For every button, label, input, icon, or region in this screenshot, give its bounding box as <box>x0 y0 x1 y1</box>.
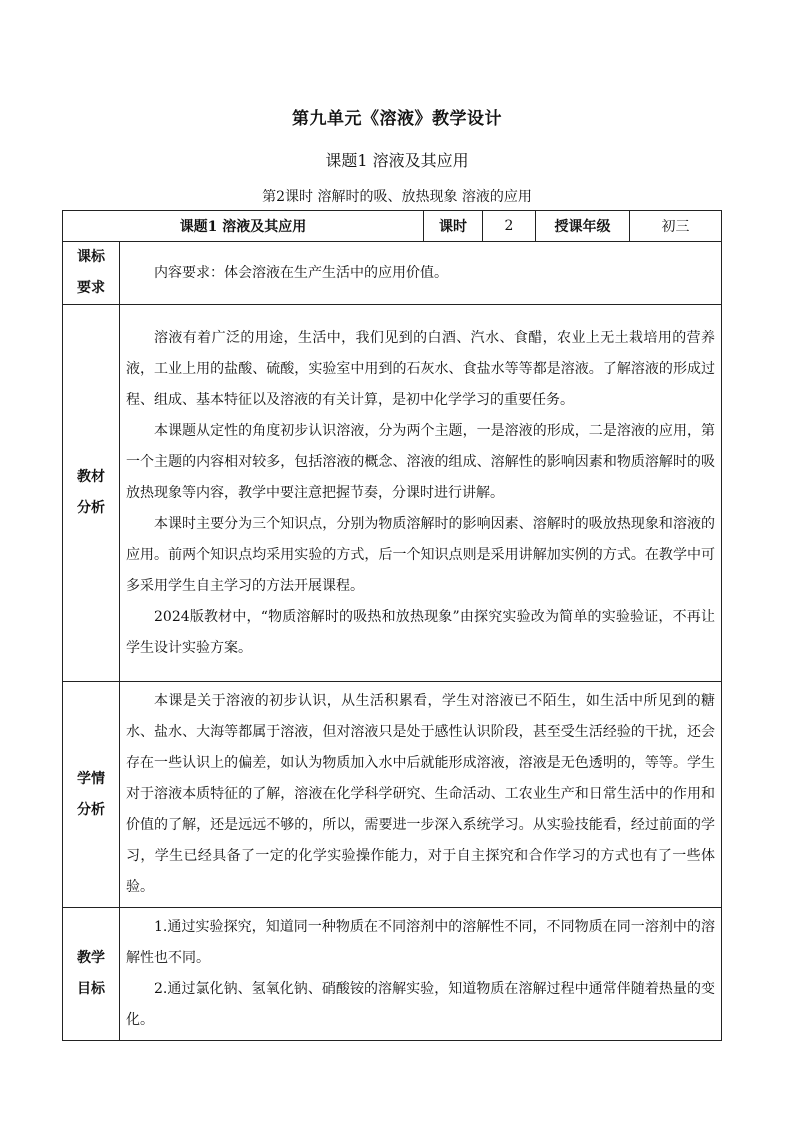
textbook-paragraph-4: 2024版教材中，“物质溶解时的吸热和放热现象”由探究实验改为简单的实验验证，不再让学生设计实验方案。 <box>126 608 715 656</box>
goals-label-line2: 目标 <box>77 981 105 997</box>
class-period-line: 第2课时 溶解时的吸、放热现象 溶液的应用 <box>262 189 532 205</box>
textbook-label <box>63 305 120 682</box>
students-content <box>120 682 722 908</box>
standard-label-line1: 课标 <box>77 249 105 265</box>
textbook-paragraph-3: 本课时主要分为三个知识点，分别为物质溶解时的影响因素、溶解时的吸放热现象和溶液的应用。前两个知识点均采用实验的方式，后一个知识点则是采用讲解加实例的方式。在教学中可多采用学生自主学习的方法开展课程。 <box>126 515 715 594</box>
standard-label <box>63 242 120 305</box>
goal-item-2: 2.通过氯化钠、氢氧化钠、硝酸铵的溶解实验，知道物质在溶解过程中通常伴随着热量的变化。 <box>126 981 715 1028</box>
lesson-subtitle: 课题1 溶液及其应用 <box>325 151 469 170</box>
lesson-plan-table <box>62 210 722 1041</box>
grade-value: 初三 <box>630 211 722 242</box>
goals-label-line1: 教学 <box>77 950 105 966</box>
textbook-paragraph-1: 溶液有着广泛的用途，生活中，我们见到的白酒、汽水、食醋，农业上无土栽培用的营养液，工业上用的盐酸、硫酸，实验室中用到的石灰水、食盐水等等都是溶液。了解溶液的形成过程、组成、基本特征以及溶液的有关计算，是初中化学学习的重要任务。 <box>126 329 715 408</box>
goals-row <box>63 908 722 1041</box>
topic-cell: 课题1 溶液及其应用 <box>63 211 424 242</box>
textbook-label-line2: 分析 <box>77 500 105 516</box>
goals-content <box>120 908 722 1041</box>
page-title: 第九单元《溶液》教学设计 <box>292 109 502 129</box>
students-paragraph: 本课是关于溶液的初步认识，从生活积累看，学生对溶液已不陌生，如生活中所见到的糖水、盐水、大海等都属于溶液，但对溶液只是处于感性认识阶段，甚至受生活经验的干扰，还会存在一些认识上的偏差，如认为物质加入水中后就能形成溶液，溶液是无色透明的，等等。学生对于溶液本质特征的了解，溶液在化学科学研究、生命活动、工农业生产和日常生活中的作用和价值的了解，还是远远不够的，所以，需要进一步深入系统学习。从实验技能看，经过前面的学习，学生已经具备了一定的化学实验操作能力，对于自主探究和合作学习的方式也有了一些体验。 <box>126 693 715 895</box>
goals-label <box>63 908 120 1041</box>
period-label: 课时 <box>424 211 483 242</box>
students-label-line1: 学情 <box>77 770 105 787</box>
textbook-content <box>120 305 722 682</box>
header-row <box>63 211 722 242</box>
goal-item-1: 1.通过实验探究，知道同一种物质在不同溶剂中的溶解性不同，不同物质在同一溶剂中的溶解性也不同。 <box>126 919 715 966</box>
grade-label: 授课年级 <box>536 211 630 242</box>
students-label-line2: 分析 <box>77 801 105 818</box>
standard-label-line2: 要求 <box>77 280 105 296</box>
standard-text: 内容要求：体会溶液在生产生活中的应用价值。 <box>154 264 448 281</box>
standard-content <box>120 242 722 305</box>
textbook-row <box>63 305 722 682</box>
period-value: 2 <box>483 211 536 242</box>
textbook-paragraph-2: 本课题从定性的角度初步认识溶液，分为两个主题，一是溶液的形成，二是溶液的应用，第一个主题的内容相对较多，包括溶液的概念、溶液的组成、溶解性的影响因素和物质溶解时的吸放热现象等内容，教学中要注意把握节奏，分课时进行讲解。 <box>126 422 715 501</box>
standard-row <box>63 242 722 305</box>
students-row <box>63 682 722 908</box>
students-label <box>63 682 120 908</box>
textbook-label-line1: 教材 <box>77 469 105 485</box>
